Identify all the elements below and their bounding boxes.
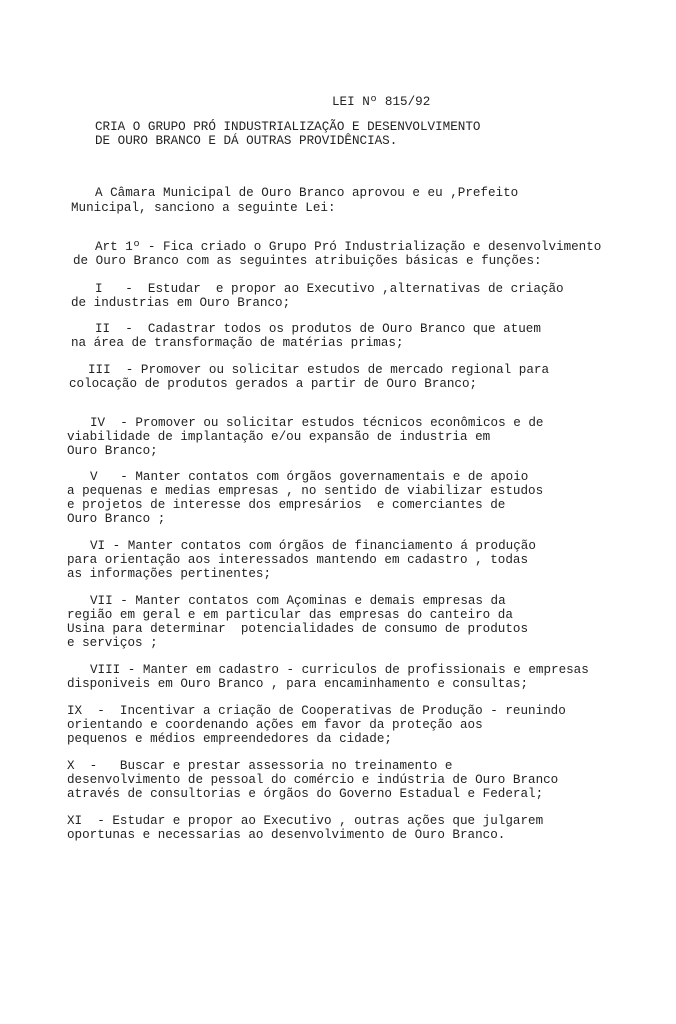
item-line: Ouro Branco; bbox=[67, 444, 158, 458]
item-line: I - Estudar e propor ao Executivo ,alternativas de criação bbox=[95, 282, 564, 296]
article-line: Art 1º - Fica criado o Grupo Pró Industrialização e desenvolvimento bbox=[95, 240, 602, 254]
law-title: LEI Nº 815/92 bbox=[332, 95, 431, 109]
item-line: Usina para determinar potencialidades de consumo de produtos bbox=[67, 622, 529, 636]
ementa-line: DE OURO BRANCO E DÁ OUTRAS PROVIDÊNCIAS. bbox=[95, 134, 398, 148]
item-line: e projetos de interesse dos empresários e comerciantes de bbox=[67, 498, 506, 512]
item-line: III - Promover ou solicitar estudos de mercado regional para bbox=[88, 363, 550, 377]
item-line: na área de transformação de matérias primas; bbox=[71, 336, 404, 350]
item-line: para orientação aos interessados mantendo em cadastro , todas bbox=[67, 553, 529, 567]
preamble-line: Municipal, sanciono a seguinte Lei: bbox=[71, 201, 336, 215]
item-line: de industrias em Ouro Branco; bbox=[71, 296, 291, 310]
ementa-line: CRIA O GRUPO PRÓ INDUSTRIALIZAÇÃO E DESENVOLVIMENTO bbox=[95, 120, 481, 134]
item-line: XI - Estudar e propor ao Executivo , outras ações que julgarem bbox=[67, 814, 544, 828]
item-line: Ouro Branco ; bbox=[67, 512, 166, 526]
item-line: através de consultorias e órgãos do Governo Estadual e Federal; bbox=[67, 787, 544, 801]
item-line: IV - Promover ou solicitar estudos técnicos econômicos e de bbox=[90, 416, 544, 430]
item-line: colocação de produtos gerados a partir de Ouro Branco; bbox=[69, 377, 478, 391]
item-line: a pequenas e medias empresas , no sentido de viabilizar estudos bbox=[67, 484, 544, 498]
item-line: VII - Manter contatos com Açominas e demais empresas da bbox=[90, 594, 506, 608]
item-line: IX - Incentivar a criação de Cooperativas de Produção - reunindo bbox=[67, 704, 566, 718]
item-line: as informações pertinentes; bbox=[67, 567, 272, 581]
item-line: II - Cadastrar todos os produtos de Ouro Branco que atuem bbox=[95, 322, 541, 336]
item-line: viabilidade de implantação e/ou expansão de industria em bbox=[67, 430, 491, 444]
preamble-line: A Câmara Municipal de Ouro Branco aprovou e eu ,Prefeito bbox=[95, 186, 519, 200]
item-line: VI - Manter contatos com órgãos de financiamento á produção bbox=[90, 539, 536, 553]
item-line: oportunas e necessarias ao desenvolvimento de Ouro Branco. bbox=[67, 828, 506, 842]
item-line: desenvolvimento de pessoal do comércio e indústria de Ouro Branco bbox=[67, 773, 559, 787]
item-line: X - Buscar e prestar assessoria no treinamento e bbox=[67, 759, 453, 773]
item-line: V - Manter contatos com órgãos governamentais e de apoio bbox=[90, 470, 529, 484]
item-line: e serviços ; bbox=[67, 636, 158, 650]
item-line: VIII - Manter em cadastro - curriculos de profissionais e empresas bbox=[90, 663, 589, 677]
item-line: orientando e coordenando ações em favor da proteção aos bbox=[67, 718, 483, 732]
article-line: de Ouro Branco com as seguintes atribuições básicas e funções: bbox=[73, 254, 542, 268]
item-line: pequenos e médios empreendedores da cidade; bbox=[67, 732, 392, 746]
item-line: disponiveis em Ouro Branco , para encaminhamento e consultas; bbox=[67, 677, 529, 691]
item-line: região em geral e em particular das empresas do canteiro da bbox=[67, 608, 513, 622]
